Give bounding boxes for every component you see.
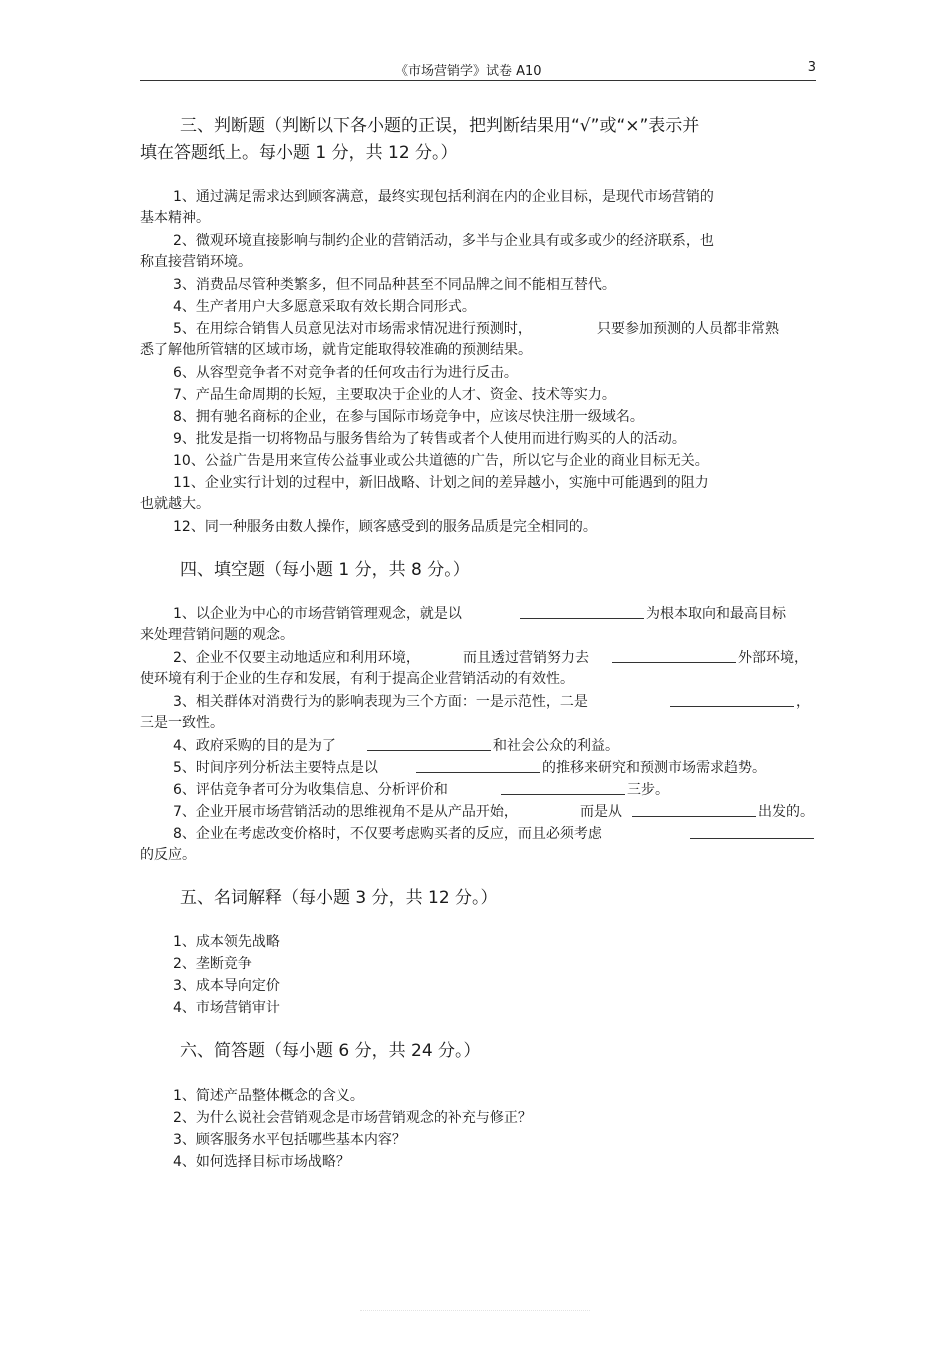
fill-q7-part3: 出发的。 — [758, 804, 814, 820]
judge-q10: 10、公益广告是用来宣传公益事业或公共道德的广告，所以它与企业的商业目标无关。 — [173, 453, 709, 469]
judge-q12: 12、同一种服务由数人操作，顾客感受到的服务品质是完全相同的。 — [173, 519, 597, 535]
section-3-heading: 三、判断题（判断以下各小题的正误，把判断结果用“√”或“×”表示并 — [180, 116, 700, 136]
fill-q1-part2: 为根本取向和最高目标 — [646, 606, 786, 622]
judge-q5-part2: 只要参加预测的人员都非常熟 — [597, 321, 779, 337]
fill-q1-cont: 来处理营销问题的观念。 — [140, 627, 294, 643]
short-q4: 4、如何选择目标市场战略？ — [173, 1154, 350, 1170]
fill-q8: 8、企业在考虑改变价格时，不仅要考虑购买者的反应，而且必须考虑 — [173, 826, 602, 842]
judge-q6: 6、从容型竞争者不对竞争者的任何攻击行为进行反击。 — [173, 365, 518, 381]
judge-q3: 3、消费品尽管种类繁多，但不同品种甚至不同品牌之间不能相互替代。 — [173, 277, 616, 293]
fill-q7-part2: 而是从 — [580, 804, 622, 820]
term-q4: 4、市场营销审计 — [173, 1000, 280, 1016]
judge-q5-cont: 悉了解他所管辖的区域市场，就肯定能取得较准确的预测结果。 — [140, 342, 532, 358]
section-5-heading: 五、名词解释（每小题 3 分，共 12 分。） — [180, 888, 498, 908]
short-q3: 3、顾客服务水平包括哪些基本内容？ — [173, 1132, 406, 1148]
fill-q4-blank — [367, 736, 491, 751]
judge-q5: 5、在用综合销售人员意见法对市场需求情况进行预测时， — [173, 321, 532, 337]
fill-q6: 6、评估竞争者可分为收集信息、分析评价和 — [173, 782, 448, 798]
judge-q4: 4、生产者用户大多愿意采取有效长期合同形式。 — [173, 299, 476, 315]
short-q1: 1、简述产品整体概念的含义。 — [173, 1088, 364, 1104]
fill-q2: 2、企业不仅要主动地适应和利用环境， — [173, 650, 420, 666]
fill-q5-part2: 的推移来研究和预测市场需求趋势。 — [542, 760, 766, 776]
fill-q2-part2: 而且透过营销努力去 — [463, 650, 589, 666]
faint-scan-marks — [360, 1310, 590, 1313]
fill-q3: 3、相关群体对消费行为的影响表现为三个方面：一是示范性，二是 — [173, 694, 588, 710]
fill-q5-blank — [416, 758, 540, 773]
fill-q1-blank — [520, 604, 644, 619]
page-number: 3 — [807, 60, 816, 75]
fill-q7-blank — [632, 802, 756, 817]
judge-q1-cont: 基本精神。 — [140, 210, 210, 226]
section-6-heading: 六、简答题（每小题 6 分，共 24 分。） — [180, 1041, 481, 1061]
exam-title: 《市场营销学》试卷 A10 — [395, 64, 542, 79]
section-3-heading-cont: 填在答题纸上。每小题 1 分，共 12 分。） — [140, 143, 458, 163]
section-4-heading: 四、填空题（每小题 1 分，共 8 分。） — [180, 560, 470, 580]
judge-q2-cont: 称直接营销环境。 — [140, 254, 252, 270]
fill-q6-blank — [501, 780, 625, 795]
fill-q8-cont: 的反应。 — [140, 847, 196, 863]
judge-q7: 7、产品生命周期的长短，主要取决于企业的人才、资金、技术等实力。 — [173, 387, 616, 403]
judge-q2: 2、微观环境直接影响与制约企业的营销活动，多半与企业具有或多或少的经济联系，也 — [173, 233, 714, 249]
judge-q1: 1、通过满足需求达到顾客满意，最终实现包括利润在内的企业目标，是现代市场营销的 — [173, 189, 714, 205]
fill-q2-blank — [612, 648, 736, 663]
fill-q3-blank — [670, 692, 794, 707]
fill-q2-part3: 外部环境， — [738, 650, 808, 666]
term-q3: 3、成本导向定价 — [173, 978, 280, 994]
fill-q3-cont: 三是一致性。 — [140, 715, 224, 731]
fill-q1: 1、以企业为中心的市场营销管理观念，就是以 — [173, 606, 462, 622]
judge-q9: 9、批发是指一切将物品与服务售给为了转售或者个人使用而进行购买的人的活动。 — [173, 431, 686, 447]
fill-q8-blank — [690, 824, 814, 839]
term-q2: 2、垄断竞争 — [173, 956, 252, 972]
fill-q3-comma: ， — [796, 694, 810, 710]
fill-q5: 5、时间序列分析法主要特点是以 — [173, 760, 378, 776]
judge-q8: 8、拥有驰名商标的企业，在参与国际市场竞争中，应该尽快注册一级域名。 — [173, 409, 644, 425]
judge-q11: 11、企业实行计划的过程中，新旧战略、计划之间的差异越小，实施中可能遇到的阻力 — [173, 475, 709, 491]
fill-q2-cont: 使环境有利于企业的生存和发展，有利于提高企业营销活动的有效性。 — [140, 671, 574, 687]
judge-q11-cont: 也就越大。 — [140, 496, 210, 512]
fill-q4-part2: 和社会公众的利益。 — [493, 738, 619, 754]
fill-q7: 7、企业开展市场营销活动的思维视角不是从产品开始， — [173, 804, 518, 820]
fill-q4: 4、政府采购的目的是为了 — [173, 738, 336, 754]
page-header — [140, 58, 816, 81]
fill-q6-part2: 三步。 — [627, 782, 669, 798]
short-q2: 2、为什么说社会营销观念是市场营销观念的补充与修正？ — [173, 1110, 532, 1126]
term-q1: 1、成本领先战略 — [173, 934, 280, 950]
